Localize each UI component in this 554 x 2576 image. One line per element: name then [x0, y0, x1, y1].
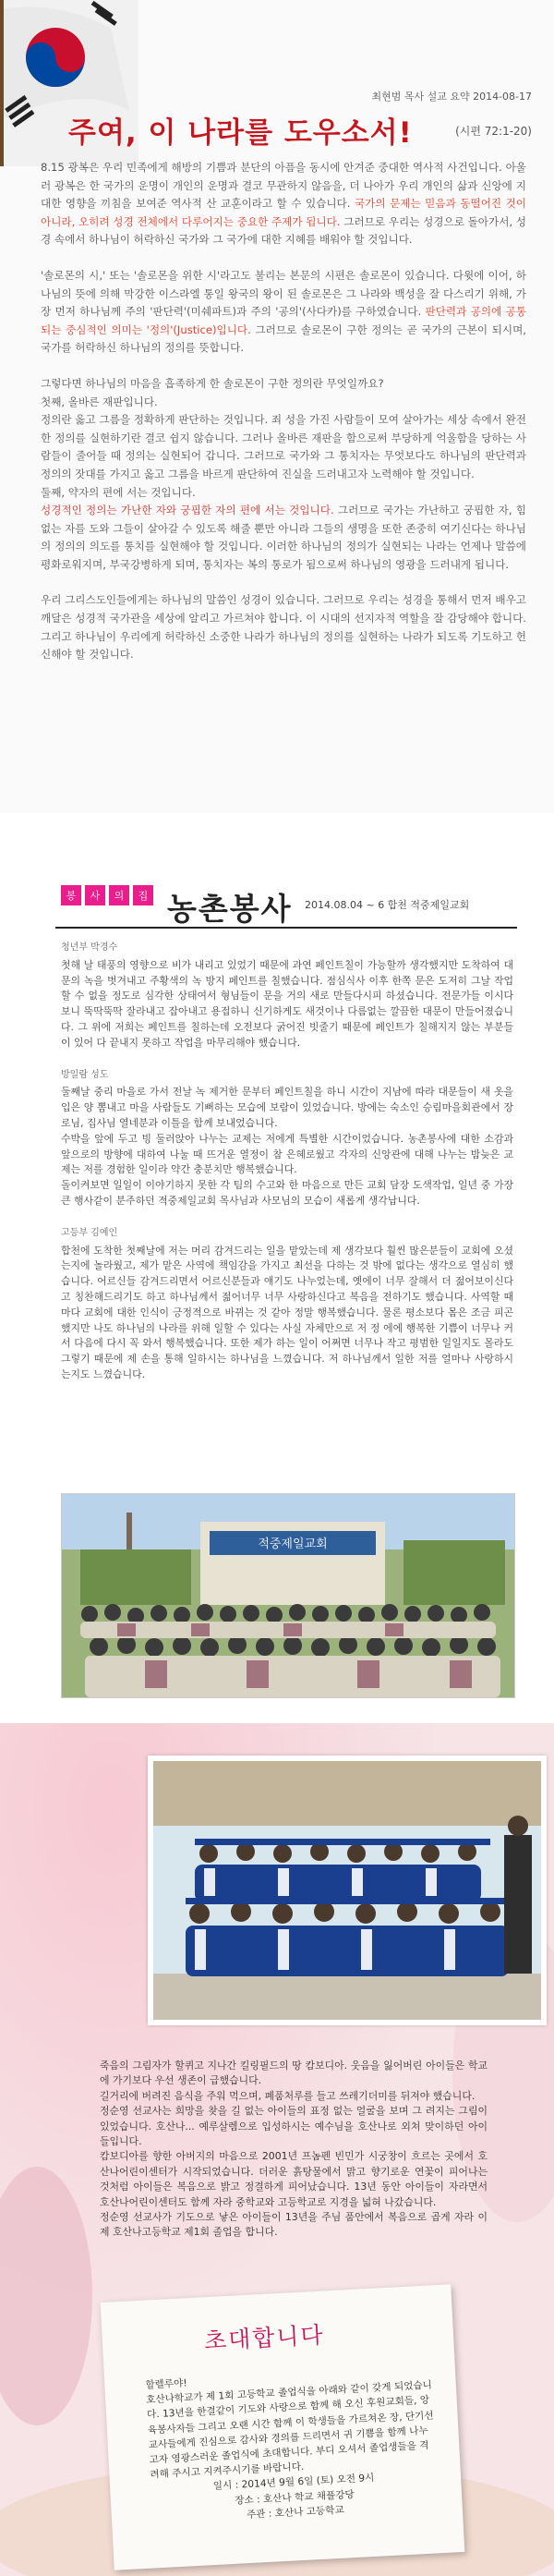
invitation-title: 초대합니다: [203, 2321, 326, 2355]
testimony-text: 둘째날 중리 마을로 가서 전날 녹 제거한 문부터 페인트칠을 하니 시간이 지남에 따라 대문들이 새 옷을 입은 양 뽐내고 마을 사람들도 기뻐하는 모습에 보람이 있었습니다. 방에는 숙소인 승림마을회관에서 장로님, 집사님 열네분과 이틀을 함께 보내었습니다. 수박을 앞에 두고 빙 둘러앉아 나누는 교제는 저에게 특별한 시간이었습니다. 농촌봉사에 대한 소감과 앞으로의 방향에 대하여 나눌 때 뜨거운 열정이 참 은혜로웠고 각자의 신앙관에 대해 나누는 밤늦은 교제는 저를 경험한 일이라 약간 충분치만 행복했습니다. 돌이켜보면 일일이 이야기하지 못한 각 팀의 수고와 한 마음으로 만든 교회 담장 도색작업, 일년 중 가장 큰 행사같이 분주하던 적중제일교회 목사님과 사모님의 모습이 새롭게 생각납니다.: [61, 1086, 513, 1207]
sermon-paragraph: 그렇다면 하나님의 마음을 흡족하게 한 솔로몬이 구한 정의란 무엇일까요? 첫째, 올바른 재판입니다. 정의란 옳고 그름을 정확하게 판단하는 것입니다. 죄 성을 가진 사람들이 모여 살아가는 세상 속에서 완전한 정의를 실현하기란 결코 쉽지 않습니다. 그러나 올바른 재판을 함으로써 부당하게 억울함을 당하는 사람들이 줄어들 때 정의는 실현되어 갑니다. 그러므로 국가와 그 통치자는 무엇보다도 하나님의 판단력과 정의의 잣대를 가지고 옳고 그름을 바르게 판단하여 진실을 드러내고자 노력해야 할 것입니다. 둘째, 약자의 편에 서는 것입니다.: [41, 376, 526, 499]
sermon-paragraph: '솔로몬의 시,' 또는 '솔로몬을 위한 시'라고도 불리는 본문의 시편은 솔로몬이 있습니다. 다윗에 이어, 하나님의 뜻에 의해 막강한 이스라엘 통일 왕국의 왕이 된 솔로몬은 그 나라와 백성을 잘 다스리기 위해, 가장 먼저 하나님께 주의 '판단력'(미쉐파트)과 주의 '공의'(사다카)를 구하였습니다. 판단력과 공의에 공통되는 중심적인 의미는 '정의'(Justice)입니다. 그러므로 솔로몬이 구한 정의는 곧 국가의 근본이 되시며, 국가를 허락하신 하나님의 정의를 뜻합니다.: [41, 268, 526, 355]
invitation-card: [101, 2284, 465, 2570]
group-photo-church: [61, 1493, 515, 1698]
graduates-photo: [148, 1756, 547, 2025]
sermon-section: [0, 0, 554, 813]
testimony-text: 합천에 도착한 첫째날에 저는 머리 감겨드리는 일을 맡았는데 제 생각보다 훨씬 많은분들이 교회에 오셨는지에 놀라웠고, 제가 맡은 사역에 책임감을 가지고 최선을 다하는 것 밖에 없다는 생각으로 열심히 했습니다. 어르신들 감겨드리면서 어르신분들과 얘기도 나누었는데, 옛에이 너무 잘해서 더 젊어보이신다고 칭찬해드리기도 하고 하나님께서 젊어너무 너무 사랑하신다고 복음을 전하기도 했습니다. 사역할 때마다 교회에 대한 인식이 긍정적으로 바뀌는 것 같아 정말 행복했습니다. 물론 평소보다 몸은 조금 피곤했지만 나도 하나님의 나라를 위해 일할 수 있다는 사실 자체만으로 저 정 에에 행복한 기쁨이 너무나 커서 다음에 다시 꼭 와서 행복했습니다. 또한 제가 하는 일이 어쩌면 너무나 작고 평범한 일일지도 몰라도 그렇기 때문에 제 손을 통해 일하시는 하나님을 느꼈습니다. 저 하나님께서 일한 저를 얼마나 사랑하시는지도 느꼈습니다.: [61, 1244, 513, 1380]
section-tag-row: [61, 885, 153, 905]
invitation-details: 일시 : 2014년 9월 6일 (토) 오전 9시 장소 : 호산나 학교 채플강당 주관 : 호산나 고등학교: [212, 2473, 375, 2521]
testimony-text: 첫해 날 태풍의 영향으로 비가 내리고 있었기 때문에 과연 페인트칠이 가능할까 생각했지만 도착하여 대문의 녹을 벗겨내고 주황색의 녹 방지 페인트를 칠했습니다. 점심식사 이후 한쪽 문은 도저히 그날 작업 할 수 없을 정도로 심각한 상태여서 형님들이 문을 거의 새로 만들다시피 하셨습니다. 전문가들 이시다보니 뚝딱뚝딱 잘라내고 잡아내고 용접하니 신기하게도 새것이나 다름없는 깔끔한 대문이 만들어졌습니다. 그 위에 저희는 페인트를 칠하는데 오전보다 굵어진 빗줄기 때문에 페인트가 칠해지지 않는 부분들이 있어 다 끝내지 못하고 작업을 마무리해야 했습니다.: [61, 958, 513, 1049]
farm-title: 농촌봉사: [167, 891, 293, 927]
section-tag: 집: [133, 885, 153, 905]
author-name: 방일람 성도: [61, 1069, 109, 1080]
highlight-text: 성경적인 정의는 가난한 자와 궁핍한 자의 편에 서는 것입니다.: [41, 504, 334, 517]
scripture-reference: (시편 72:1-20): [455, 125, 532, 138]
author-name: 청년부 박경수: [61, 942, 118, 953]
farm-date: 2014.08.04 ~ 6 합천 적중제일교회: [305, 899, 470, 911]
highlight-text: 국가의 문제는 믿음과 동떨어진 것이 아니라, 오히려 성경 전체에서 다루어지는 중요한 주제가 됩니다.: [41, 197, 526, 228]
author-name: 고등부 김예인: [61, 1227, 118, 1238]
story-text: 죽음의 그림자가 할퀴고 지나간 킬링필드의 땅 캄보디아. 웃음을 잃어버린 아이들은 학교에 가기보다 우선 생존이 급했습니다. 길거리에 버려진 음식을 주워 먹으며, 폐품처루를 들고 쓰레기더미를 뒤져야 했습니다. 정순영 선교사는 희망을 찾을 길 없는 아이들의 표정 없는 얼굴을 보며 그 려지는 그림이 있었습니다. 호산나... 예루살렘으로 입성하시는 예수님을 호산나로 외쳐 맞이하던 아이들입니다. 캄보디아를 향한 아버지의 마음으로 2001년 프놈펜 빈민가 시궁창이 흐르는 곳에서 호산나어린이센터가 시작되었습니다. 더러운 흙탕물에서 맑고 향기로운 연꽃이 피어나는 것처럼 아이들은 복음으로 밝고 정결하게 피어났습니다. 13년 동안 아이들이 자라면서 호산나어린이센터도 함께 자라 중학교와 고등학교로 지경을 넓혀 나갔습니다. 정순영 선교사가 기도으로 낳은 아이들이 13년을 주님 품안에서 복음으로 곱게 자라 이제 호산나고등학교 제1회 졸업을 합니다.: [100, 2060, 488, 2239]
divider: [55, 927, 517, 929]
highlight-text: 판단력과 공의에 공통되는 중심적인 의미는 '정의'(Justice)입니다.: [41, 305, 526, 336]
sermon-paragraph: 8.15 광복은 우리 민족에게 해방의 기쁨과 분단의 아픔을 동시에 안겨준 중대한 역사적 사건입니다. 아울러 광복은 한 국가의 운명이 개인의 운명과 결코 무관하지 않음을, 더 나아가 우리 개인의 삶과 신앙에 지대한 영향을 끼침을 보여준 역사적 산 교훈이라고 할 수 있습니다. 국가의 문제는 믿음과 동떨어진 것이 아니라, 오히려 성경 전체에서 다루어지는 중요한 주제가 됩니다. 그러므로 우리는 성경으로 돌아가서, 성경 속에서 하나님이 허락하신 국가와 그 국가에 대한 지혜를 배워야 할 것입니다.: [41, 161, 527, 247]
section-tag: 의: [109, 885, 129, 905]
sermon-paragraph: 성경적인 정의는 가난한 자와 궁핍한 자의 편에 서는 것입니다. 그러므로 국가는 가난하고 궁핍한 자, 힘없는 자를 도와 그들이 살아갈 수 있도록 해줄 뿐만 아니라 그들의 생명을 또한 존중히 여기신다는 하나님의 정의의 의도를 통치를 실현해야 할 것입니다. 이러한 하나님의 정의가 실현되는 나라는 언제나 말씀에 평화로워지며, 부국강병하게 되며, 통치자는 복의 통로가 됨으로써 하나님의 영광을 드러내게 됩니다.: [41, 504, 526, 571]
sermon-meta: 최현범 목사 설교 요약 2014-08-17: [371, 91, 532, 103]
farm-testimonies: [61, 941, 513, 1400]
invitation-message: 할렐루야! 호산나학교가 제 1회 고등학교 졸업식을 아래와 같이 갖게 되었습니다. 13년을 한결같이 기도와 사랑으로 함께 해 오신 후원교회들, 앙육봉사자들 그리고 오랜 시간 함께 이 학생들을 가르쳐온 장, 단기선교사들에게 진심으로 감사와 경의를 드리면서 귀 기쁨을 함께 나누고자 영광스러운 졸업식에 초대합니다. 부디 오셔서 졸업생들을 격려해 주시고 지켜주시기를 바랍니다.: [145, 2377, 434, 2481]
graduation-story: [100, 2059, 488, 2241]
sermon-title: 주여, 이 나라를 도우소서!: [68, 116, 413, 150]
section-tag: 봉: [61, 885, 81, 905]
section-tag: 사: [85, 885, 105, 905]
sermon-body: [41, 159, 526, 682]
invitation-text-block: [145, 2363, 439, 2528]
church-sign: 적중제일교회: [258, 1537, 328, 1551]
sermon-paragraph: 우리 그리스도인들에게는 하나님의 말씀인 성경이 있습니다. 그러므로 우리는 성경을 통해서 먼저 배우고 깨달은 성경적 국가관을 세상에 알리고 가르쳐야 합니다. 이 시대의 선지자적 역할을 잘 감당해야 합니다. 그리고 하나님이 우리에게 허락하신 소중한 나라가 하나님의 정의를 실현하는 나라가 되도록 기도하고 헌신해야 할 것입니다.: [41, 593, 526, 662]
